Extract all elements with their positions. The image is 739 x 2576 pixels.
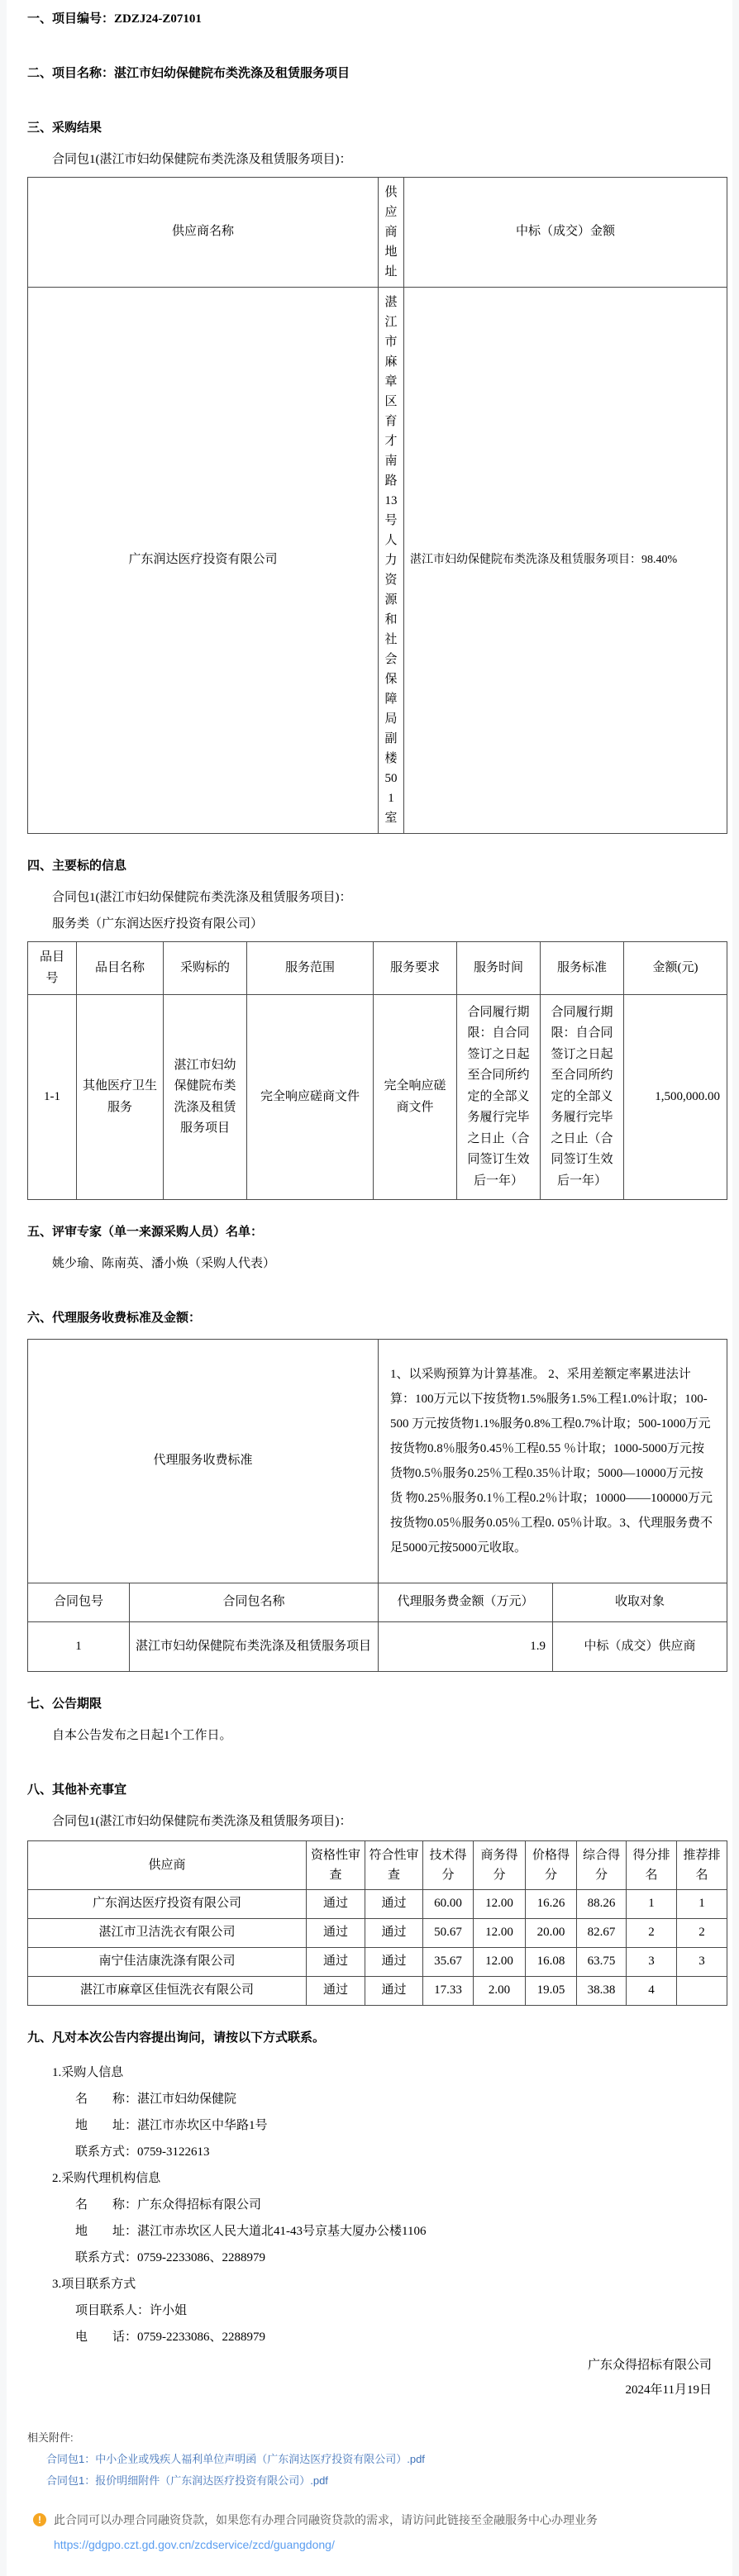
col-header-service-requirement: 服务要求 <box>374 942 457 995</box>
fee-standard-label-cell: 代理服务收费标准 <box>28 1340 379 1583</box>
experts-names: 姚少瑜、陈南英、潘小焕（采购人代表） <box>52 1257 276 1270</box>
cell-conformity: 通过 <box>365 1977 423 2006</box>
contact-agency-header: 2.采购代理机构信息 <box>52 2172 161 2185</box>
cell-technical: 35.67 <box>423 1948 474 1977</box>
service-requirement-cell: 完全响应磋商文件 <box>374 995 457 1200</box>
award-amount-cell: 湛江市妇幼保健院布类洗涤及租赁服务项目：98.40% <box>404 288 727 834</box>
col-header-service-standard: 服务标准 <box>541 942 624 995</box>
cell-qualification: 通过 <box>307 1948 365 1977</box>
evaluation-row <box>28 1890 727 1919</box>
col-header-supplier-name: 供应商名称 <box>28 178 379 288</box>
section-title-project-number: 一、项目编号：ZDZJ24-Z07101 <box>27 12 202 26</box>
col-header-package-no: 合同包号 <box>28 1583 130 1622</box>
cell-supplier: 广东润达医疗投资有限公司 <box>28 1890 307 1919</box>
amount-yuan-cell: 1,500,000.00 <box>624 995 727 1200</box>
cell-qualification: 通过 <box>307 1977 365 2006</box>
cell-qualification: 通过 <box>307 1919 365 1948</box>
col-header-business-score: 商务得分 <box>474 1841 526 1890</box>
cell-score-rank: 1 <box>627 1890 677 1919</box>
col-header-price-score: 价格得分 <box>526 1841 577 1890</box>
agency-fee-table <box>27 1339 727 1672</box>
evaluation-row <box>28 1919 727 1948</box>
col-header-item-name: 品目名称 <box>77 942 164 995</box>
cell-score-rank: 2 <box>627 1919 677 1948</box>
cell-price: 16.08 <box>526 1948 577 1977</box>
col-header-procurement-target: 采购标的 <box>164 942 247 995</box>
package-name-cell: 湛江市妇幼保健院布类洗涤及租赁服务项目 <box>130 1622 379 1672</box>
cell-business: 2.00 <box>474 1977 526 2006</box>
result-table <box>27 177 727 834</box>
service-scope-cell: 完全响应磋商文件 <box>247 995 374 1200</box>
col-header-service-scope: 服务范围 <box>247 942 374 995</box>
col-header-package-name: 合同包名称 <box>130 1583 379 1622</box>
package-line-supplementary: 合同包1(湛江市妇幼保健院布类洗涤及租赁服务项目)： <box>52 1815 352 1828</box>
section-title-contact: 九、凡对本次公告内容提出询问，请按以下方式联系。 <box>27 2031 326 2045</box>
col-header-technical-score: 技术得分 <box>423 1841 474 1890</box>
supplier-name-cell: 广东润达医疗投资有限公司 <box>28 288 379 834</box>
subject-table <box>27 941 727 1200</box>
supplier-address-cell: 湛江市麻章区育才南路13号人力资源和社会保障局副楼501室 <box>379 288 404 834</box>
evaluation-table <box>27 1840 727 2006</box>
financing-notice-text: 此合同可以办理合同融资贷款，如果您有办理合同融资贷款的需求，请访问此链接至金融服务中心办理业务 <box>54 2513 598 2526</box>
package-line-result: 合同包1(湛江市妇幼保健院布类洗涤及租赁服务项目)： <box>52 153 352 166</box>
cell-price: 19.05 <box>526 1977 577 2006</box>
fee-header-row <box>28 1583 727 1622</box>
contact-project-person: 项目联系人：许小姐 <box>75 2304 188 2317</box>
evaluation-row <box>28 1977 727 2006</box>
cell-conformity: 通过 <box>365 1948 423 1977</box>
cell-conformity: 通过 <box>365 1919 423 1948</box>
contact-project-phone: 电 话：0759-2233086、2288979 <box>75 2331 265 2344</box>
cell-business: 12.00 <box>474 1890 526 1919</box>
attachments-label: 相关附件: <box>27 2431 74 2444</box>
cell-recommend-rank: 1 <box>677 1890 727 1919</box>
col-header-supplier: 供应商 <box>28 1841 307 1890</box>
fee-data-row <box>28 1622 727 1672</box>
footer-date: 2024年11月19日 <box>625 2383 712 2397</box>
item-no-cell: 1-1 <box>28 995 77 1200</box>
cell-price: 16.26 <box>526 1890 577 1919</box>
cell-technical: 60.00 <box>423 1890 474 1919</box>
cell-total: 88.26 <box>577 1890 627 1919</box>
section-title-supplementary: 八、其他补充事宜 <box>27 1783 127 1797</box>
attachment-link-quotation-pdf[interactable]: 合同包1：报价明细附件（广东润达医疗投资有限公司）.pdf <box>46 2474 328 2487</box>
section-title-agency-fee: 六、代理服务收费标准及金额： <box>27 1312 202 1325</box>
cell-total: 63.75 <box>577 1948 627 1977</box>
contact-agency-name: 名 称：广东众得招标有限公司 <box>75 2198 262 2212</box>
evaluation-row <box>28 1948 727 1977</box>
section-title-announcement-period: 七、公告期限 <box>27 1697 103 1711</box>
col-header-service-time: 服务时间 <box>457 942 541 995</box>
contact-purchaser-phone: 联系方式：0759-3122613 <box>75 2145 210 2159</box>
col-header-conformity-review: 符合性审查 <box>365 1841 423 1890</box>
col-header-amount-yuan: 金额(元) <box>624 942 727 995</box>
col-header-total-score: 综合得分 <box>577 1841 627 1890</box>
section-title-project-name: 二、项目名称：湛江市妇幼保健院布类洗涤及租赁服务项目 <box>27 67 350 80</box>
col-header-item-no: 品目号 <box>28 942 77 995</box>
section-title-procurement-result: 三、采购结果 <box>27 121 103 135</box>
col-header-fee-amount: 代理服务费金额（万元） <box>379 1583 553 1622</box>
col-header-qualification-review: 资格性审查 <box>307 1841 365 1890</box>
announcement-period-text: 自本公告发布之日起1个工作日。 <box>52 1729 232 1742</box>
col-header-fee-payer: 收取对象 <box>553 1583 727 1622</box>
attachment-link-declaration-pdf[interactable]: 合同包1：中小企业或残疾人福利单位声明函（广东润达医疗投资有限公司）.pdf <box>46 2453 425 2465</box>
cell-total: 82.67 <box>577 1919 627 1948</box>
evaluation-header-row <box>28 1841 727 1890</box>
contact-project-header: 3.项目联系方式 <box>52 2278 136 2291</box>
footer-organization: 广东众得招标有限公司 <box>587 2359 712 2372</box>
col-header-award-amount: 中标（成交）金额 <box>404 178 727 288</box>
cell-recommend-rank: 3 <box>677 1948 727 1977</box>
exclamation-icon: ! <box>33 2513 46 2526</box>
fee-standard-row <box>28 1340 727 1583</box>
subject-header-row <box>28 942 727 995</box>
fee-standard-text-cell: 1、以采购预算为计算基准。 2、采用差额定率累进法计算：100万元以下按货物1.5%服务1.5%工程1.0%计取；100-500 万元按货物1.1%服务0.8%工程0.7%计取；500-1000万元按货物0.8％服务0.45％工程0.55 ％计取；1000-5000万元按货物0.5％服务0.25％工程0.35％计取；5000—10000万元按货 物0.25％服务0.1％工程0.2％计取；10000——100000万元按货物0.05％服务0.05％工程0. 05％计取。3、代理服务费不足5000元按5000元收取。 <box>379 1340 727 1583</box>
col-header-recommend-rank: 推荐排名 <box>677 1841 727 1890</box>
item-name-cell: 其他医疗卫生服务 <box>77 995 164 1200</box>
cell-score-rank: 4 <box>627 1977 677 2006</box>
cell-price: 20.00 <box>526 1919 577 1948</box>
contact-purchaser-address: 地 址：湛江市赤坎区中华路1号 <box>75 2119 268 2132</box>
cell-technical: 50.67 <box>423 1919 474 1948</box>
cell-supplier: 湛江市麻章区佳恒洗衣有限公司 <box>28 1977 307 2006</box>
cell-technical: 17.33 <box>423 1977 474 2006</box>
contact-purchaser-header: 1.采购人信息 <box>52 2066 124 2079</box>
procurement-target-cell: 湛江市妇幼保健院布类洗涤及租赁服务项目 <box>164 995 247 1200</box>
package-no-cell: 1 <box>28 1622 130 1672</box>
cell-recommend-rank: 2 <box>677 1919 727 1948</box>
fee-payer-cell: 中标（成交）供应商 <box>553 1622 727 1672</box>
service-standard-cell: 合同履行期限：自合同签订之日起至合同所约定的全部义务履行完毕之日止（合同签订生效后一年） <box>541 995 624 1200</box>
cell-conformity: 通过 <box>365 1890 423 1919</box>
contact-agency-address: 地 址：湛江市赤坎区人民大道北41-43号京基大厦办公楼1106 <box>75 2225 427 2238</box>
cell-business: 12.00 <box>474 1919 526 1948</box>
result-header-row <box>28 178 727 288</box>
cell-qualification: 通过 <box>307 1890 365 1919</box>
cell-supplier: 湛江市卫洁洗衣有限公司 <box>28 1919 307 1948</box>
cell-supplier: 南宁佳洁康洗涤有限公司 <box>28 1948 307 1977</box>
cell-score-rank: 3 <box>627 1948 677 1977</box>
package-line-subject: 合同包1(湛江市妇幼保健院布类洗涤及租赁服务项目)： <box>52 891 352 904</box>
subject-data-row <box>28 995 727 1200</box>
fee-amount-cell: 1.9 <box>379 1622 553 1672</box>
contact-agency-phone: 联系方式：0759-2233086、2288979 <box>75 2251 265 2264</box>
financing-notice <box>27 2512 712 2528</box>
cell-total: 38.38 <box>577 1977 627 2006</box>
section-title-experts: 五、评审专家（单一来源采购人员）名单： <box>27 1226 264 1239</box>
cell-recommend-rank <box>677 1977 727 2006</box>
cell-business: 12.00 <box>474 1948 526 1977</box>
col-header-score-rank: 得分排名 <box>627 1841 677 1890</box>
subject-service-class: 服务类（广东润达医疗投资有限公司） <box>52 917 264 931</box>
announcement-page <box>7 0 732 2576</box>
service-time-cell: 合同履行期限：自合同签订之日起至合同所约定的全部义务履行完毕之日止（合同签订生效后一年） <box>457 995 541 1200</box>
col-header-supplier-address: 供应商地址 <box>379 178 404 288</box>
contact-purchaser-name: 名 称：湛江市妇幼保健院 <box>75 2093 237 2106</box>
financing-service-link[interactable]: https://gdgpo.czt.gd.gov.cn/zcdservice/zcd/guangdong/ <box>54 2538 335 2551</box>
result-data-row <box>28 288 727 834</box>
section-title-subject-info: 四、主要标的信息 <box>27 859 127 873</box>
